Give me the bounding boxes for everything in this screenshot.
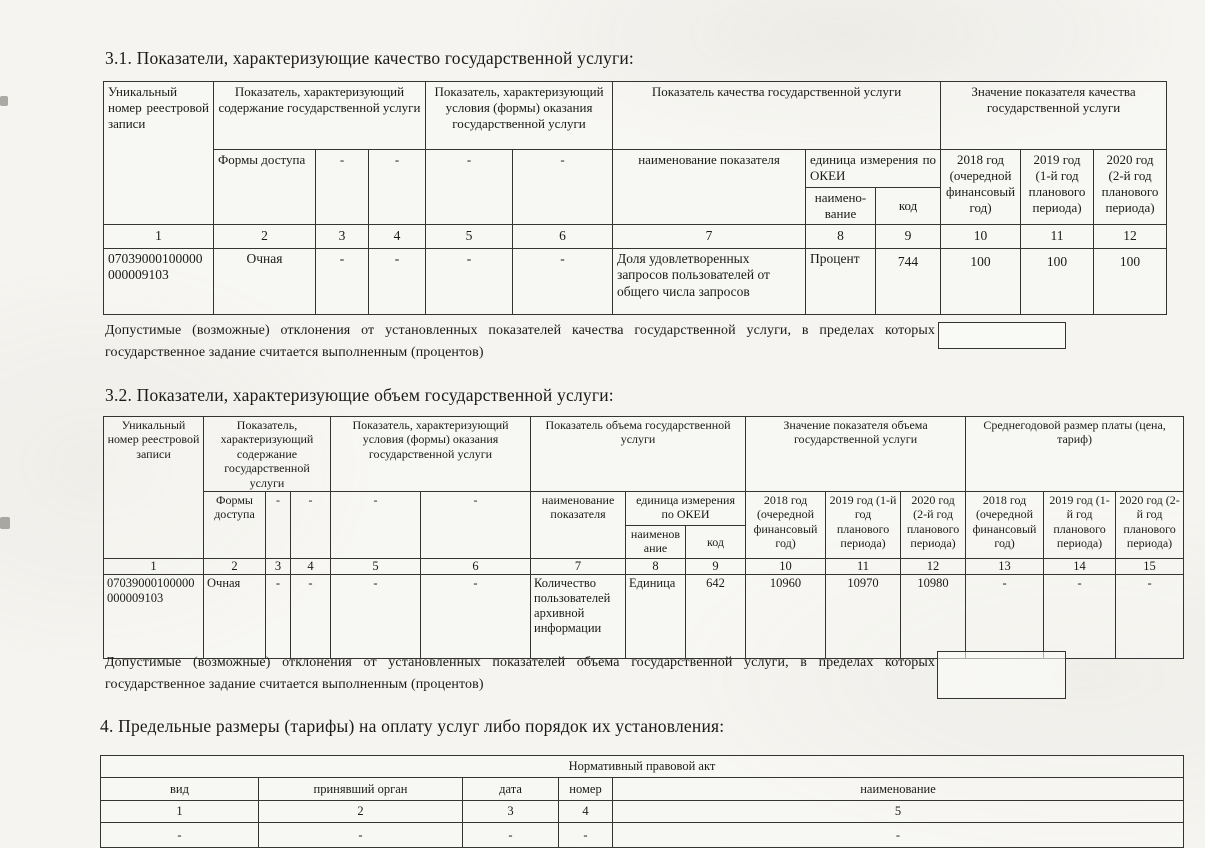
column-number-cell: 12 bbox=[1094, 225, 1167, 249]
header-year-2020: 2020 год (2-й год планового периода) bbox=[901, 491, 966, 558]
header-conditions-indicator-group: Показатель, характеризующий условия (формы) оказания государственной услуги bbox=[331, 417, 531, 492]
column-number-cell: 4 bbox=[369, 225, 426, 249]
header-legal-act: Нормативный правовой акт bbox=[101, 756, 1184, 778]
dash-cell: - bbox=[316, 150, 369, 225]
column-number-cell: 3 bbox=[316, 225, 369, 249]
column-number-cell: 2 bbox=[214, 225, 316, 249]
registry-number-value: 07039000100000 000009103 bbox=[104, 574, 204, 658]
section-3-2-title: 3.2. Показатели, характеризующие объем государственной услуги: bbox=[105, 385, 614, 405]
header-content-indicator-group: Показатель, характеризующий содержание государственной услуги bbox=[214, 82, 426, 150]
header-act-number: номер bbox=[559, 778, 613, 801]
column-number-cell: 5 bbox=[331, 558, 421, 574]
header-unit-name: наимено- вание bbox=[806, 188, 876, 225]
column-number-cell: 14 bbox=[1044, 558, 1116, 574]
header-year-2020: 2020 год (2-й год планового периода) bbox=[1094, 150, 1167, 225]
dash-cell: - bbox=[266, 574, 291, 658]
scan-artifact bbox=[0, 517, 10, 529]
scan-artifact bbox=[0, 96, 8, 106]
header-year-2019: 2019 год (1-й год планового периода) bbox=[826, 491, 901, 558]
header-volume-value-group: Значение показателя объема государственной услуги bbox=[746, 417, 966, 492]
dash-cell: - bbox=[291, 574, 331, 658]
payment-2018: - bbox=[966, 574, 1044, 658]
value-2019: 100 bbox=[1021, 249, 1094, 315]
header-unit-code: код bbox=[686, 525, 746, 558]
quality-indicator-name-value: Доля удовлетворенных запросов пользователей от общего числа запросов bbox=[613, 249, 806, 315]
act-name-value: - bbox=[613, 823, 1184, 848]
column-number-cell: 2 bbox=[204, 558, 266, 574]
column-number-cell: 4 bbox=[559, 801, 613, 823]
column-number-cell: 1 bbox=[104, 558, 204, 574]
volume-indicator-name-value: Количество пользователей архивной информации bbox=[531, 574, 626, 658]
registry-number-value: 07039000100000 000009103 bbox=[104, 249, 214, 315]
header-volume-indicator-group: Показатель объема государственной услуги bbox=[531, 417, 746, 492]
dash-cell: - bbox=[513, 249, 613, 315]
column-number-cell: 1 bbox=[104, 225, 214, 249]
column-number-cell: 6 bbox=[421, 558, 531, 574]
header-indicator-name: наименование показателя bbox=[613, 150, 806, 225]
section-4-title: 4. Предельные размеры (тарифы) на оплату услуг либо порядок их установления: bbox=[100, 716, 725, 736]
dash-cell: - bbox=[426, 249, 513, 315]
header-payment-year-2018: 2018 год (очередной финансовый год) bbox=[966, 491, 1044, 558]
dash-cell: - bbox=[513, 150, 613, 225]
column-number-cell: 7 bbox=[531, 558, 626, 574]
header-unit-code: код bbox=[876, 188, 941, 225]
header-act-name: наименование bbox=[613, 778, 1184, 801]
dash-cell: - bbox=[331, 574, 421, 658]
column-number-cell: 9 bbox=[876, 225, 941, 249]
column-number-cell: 8 bbox=[806, 225, 876, 249]
payment-2019: - bbox=[1044, 574, 1116, 658]
header-quality-value-group: Значение показателя качества государственной услуги bbox=[941, 82, 1167, 150]
column-number-cell: 9 bbox=[686, 558, 746, 574]
column-number-cell: 1 bbox=[101, 801, 259, 823]
column-number-cell: 8 bbox=[626, 558, 686, 574]
value-2019: 10970 bbox=[826, 574, 901, 658]
header-unit-name: наименование bbox=[626, 525, 686, 558]
header-act-date: дата bbox=[463, 778, 559, 801]
unit-name-value: Единица bbox=[626, 574, 686, 658]
header-payment-year-2019: 2019 год (1-й год планового периода) bbox=[1044, 491, 1116, 558]
header-act-authority: принявший орган bbox=[259, 778, 463, 801]
column-number-cell: 2 bbox=[259, 801, 463, 823]
dash-cell: - bbox=[421, 574, 531, 658]
section-3-1-title: 3.1. Показатели, характеризующие качество государственной услуги: bbox=[105, 48, 634, 68]
dash-cell: - bbox=[291, 491, 331, 558]
access-form-value: Очная bbox=[214, 249, 316, 315]
column-number-cell: 10 bbox=[746, 558, 826, 574]
header-quality-indicator-group: Показатель качества государственной услуги bbox=[613, 82, 941, 150]
unit-code-value: 744 bbox=[876, 249, 941, 315]
dash-cell: - bbox=[369, 150, 426, 225]
header-unit-okei: единица измерения по ОКЕИ bbox=[626, 491, 746, 525]
dash-cell: - bbox=[426, 150, 513, 225]
header-payment-year-2020: 2020 год (2-й год планового периода) bbox=[1116, 491, 1184, 558]
dash-cell: - bbox=[369, 249, 426, 315]
column-number-cell: 3 bbox=[266, 558, 291, 574]
value-2018: 10960 bbox=[746, 574, 826, 658]
value-2020: 100 bbox=[1094, 249, 1167, 315]
act-date-value: - bbox=[463, 823, 559, 848]
unit-name-value: Процент bbox=[806, 249, 876, 315]
dash-cell: - bbox=[266, 491, 291, 558]
dash-cell: - bbox=[331, 491, 421, 558]
volume-indicators-table bbox=[103, 416, 1184, 659]
header-access-forms: Формы доступа bbox=[214, 150, 316, 225]
act-authority-value: - bbox=[259, 823, 463, 848]
column-number-cell: 5 bbox=[426, 225, 513, 249]
column-number-cell: 12 bbox=[901, 558, 966, 574]
unit-code-value: 642 bbox=[686, 574, 746, 658]
quality-deviation-note: Допустимые (возможные) отклонения от установленных показателей качества государственной услуги, в пределах которых государственное задание считается выполненным (процентов) bbox=[105, 323, 935, 360]
column-number-cell: 11 bbox=[1021, 225, 1094, 249]
header-year-2019: 2019 год (1-й год планового периода) bbox=[1021, 150, 1094, 225]
dash-cell: - bbox=[316, 249, 369, 315]
column-number-cell: 3 bbox=[463, 801, 559, 823]
value-2020: 10980 bbox=[901, 574, 966, 658]
quality-deviation-value-box bbox=[938, 322, 1066, 349]
column-number-cell: 13 bbox=[966, 558, 1044, 574]
header-year-2018: 2018 год (очередной финансовый год) bbox=[746, 491, 826, 558]
header-content-indicator-group: Показатель, характеризующий содержание государственной услуги bbox=[204, 417, 331, 492]
act-number-value: - bbox=[559, 823, 613, 848]
header-conditions-indicator-group: Показатель, характеризующий условия (формы) оказания государственной услуги bbox=[426, 82, 613, 150]
header-registry-number: Уникальный номер реестровой записи bbox=[104, 417, 204, 559]
column-number-cell: 11 bbox=[826, 558, 901, 574]
header-indicator-name: наименование показателя bbox=[531, 491, 626, 558]
volume-deviation-value-box bbox=[937, 651, 1066, 699]
act-type-value: - bbox=[101, 823, 259, 848]
access-form-value: Очная bbox=[204, 574, 266, 658]
volume-deviation-note: Допустимые (возможные) отклонения от установленных показателей объема государственной услуги, в пределах которых государственное задание считается выполненным (процентов) bbox=[105, 655, 935, 692]
header-registry-number: Уникальный номер реестровой записи bbox=[104, 82, 214, 225]
header-unit-okei: единица измерения по ОКЕИ bbox=[806, 150, 941, 188]
header-year-2018: 2018 год (очередной финансовый год) bbox=[941, 150, 1021, 225]
column-number-cell: 4 bbox=[291, 558, 331, 574]
header-access-forms: Формы доступа bbox=[204, 491, 266, 558]
column-number-cell: 5 bbox=[613, 801, 1184, 823]
legal-act-table bbox=[100, 755, 1184, 848]
column-number-cell: 6 bbox=[513, 225, 613, 249]
value-2018: 100 bbox=[941, 249, 1021, 315]
column-number-cell: 10 bbox=[941, 225, 1021, 249]
header-act-type: вид bbox=[101, 778, 259, 801]
column-number-cell: 15 bbox=[1116, 558, 1184, 574]
payment-2020: - bbox=[1116, 574, 1184, 658]
column-number-cell: 7 bbox=[613, 225, 806, 249]
header-payment-group: Среднегодовой размер платы (цена, тариф) bbox=[966, 417, 1184, 492]
quality-indicators-table bbox=[103, 81, 1167, 315]
dash-cell: - bbox=[421, 491, 531, 558]
